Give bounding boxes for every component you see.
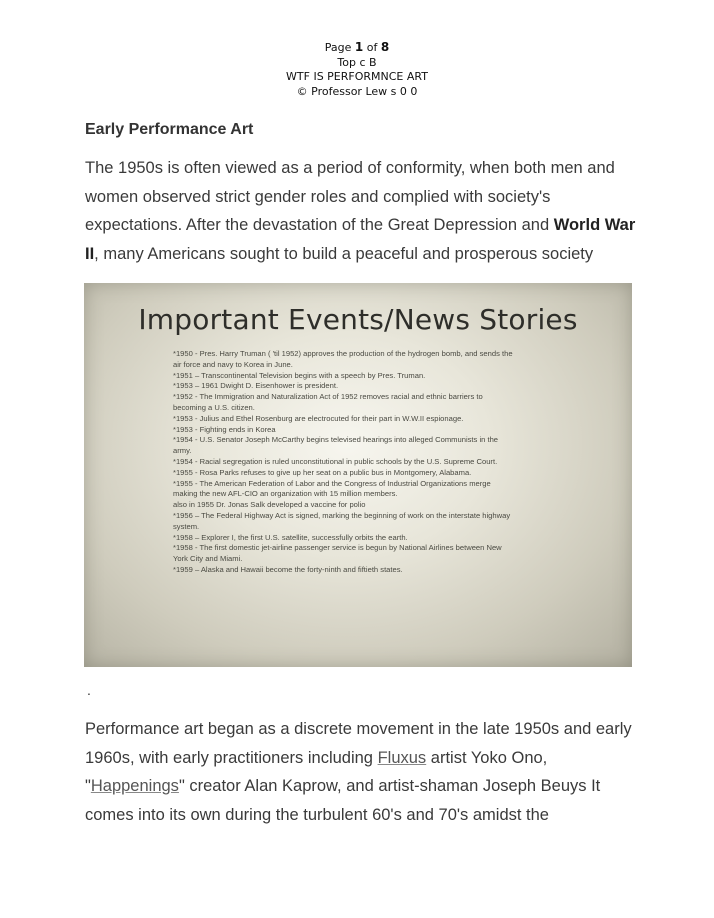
event-item: *1958 - The first domestic jet-airline passenger service is begun by National Airlines between New York City and Miami. [173,543,502,564]
happenings-link[interactable]: Happenings [90,777,179,795]
event-item: *1954 - Racial segregation is ruled unconstitutional in public schools by the U.S. Supreme Court. [173,456,498,466]
event-item: *1956 – The Federal Highway Act is signed, marking the beginning of work on the interstate highway system. [173,510,511,531]
event-item: *1958 – Explorer I, the first U.S. satellite, successfully orbits the earth. [173,532,408,542]
event-item: *1955 - Rosa Parks refuses to give up her seat on a public bus in Montgomery, Alabama. [173,467,472,477]
event-item: *1953 - Julius and Ethel Rosenburg are electrocuted for their part in W.W.II espionage. [173,413,464,423]
page-header [0,40,714,99]
event-item: *1951 – Transcontinental Television begins with a speech by Pres. Truman. [173,370,426,380]
event-item: *1953 - Fighting ends in Korea [173,424,276,434]
event-item: *1950 - Pres. Harry Truman ( 'til 1952) approves the production of the hydrogen bomb, and sends the air force and navy to Korea in June. [173,349,513,369]
event-item: also in 1955 Dr. Jonas Salk developed a vaccine for polio [173,500,366,510]
copyright-line: © Professor Lew s 0 0 [296,84,418,98]
perf-text-b: artist Yoko Ono, " [85,748,548,795]
fluxus-link[interactable]: Fluxus [377,748,427,767]
separator-dot: . [87,682,91,698]
events-list [173,349,513,576]
intro-text-a: The 1950s is often viewed as a period of conformity, when both men and women observed strict gender roles and complied with society's expectations. After the devastation of the Great Depression and [85,159,615,234]
topic-line: Top c B [337,55,377,69]
document-title: WTF IS PERFORMNCE ART [286,70,428,83]
event-item: *1959 – Alaska and Hawaii become the forty-ninth and fiftieth states. [173,564,403,574]
intro-text-b: , many Americans sought to build a peaceful and prosperous society [94,244,594,263]
page-of-label: of [363,41,381,54]
intro-bold-text: World War II [85,216,636,263]
page-number-line [0,40,714,56]
event-item: *1953 – 1961 Dwight D. Eisenhower is president. [173,381,339,391]
performance-paragraph [85,715,640,829]
perf-text-c: " creator Alan Kaprow, and artist-shaman Joseph Beuys It comes into its own during the turbulent 60's and 70's amidst the [85,777,601,824]
event-item: *1955 - The American Federation of Labor and the Congress of Industrial Organizations merge making the new AFL-CIO an organization with 15 million members. [173,478,491,499]
perf-text-a: Performance art began as a discrete movement in the late 1950s and early 1960s, with early practitioners including [85,720,632,767]
event-item: *1954 - U.S. Senator Joseph McCarthy begins televised hearings into alleged Communists in the army. [173,435,499,456]
intro-paragraph [85,154,640,268]
event-item: *1952 - The Immigration and Naturalization Act of 1952 removes racial and ethnic barriers to becoming a U.S. citizen. [173,392,483,412]
events-slide-image [84,283,632,667]
page-total: 8 [380,40,390,54]
slide-title: Important Events/News Stories [138,303,578,336]
page-label: Page [324,41,355,54]
section-title: Early Performance Art [85,121,254,138]
page-number: 1 [354,40,364,54]
